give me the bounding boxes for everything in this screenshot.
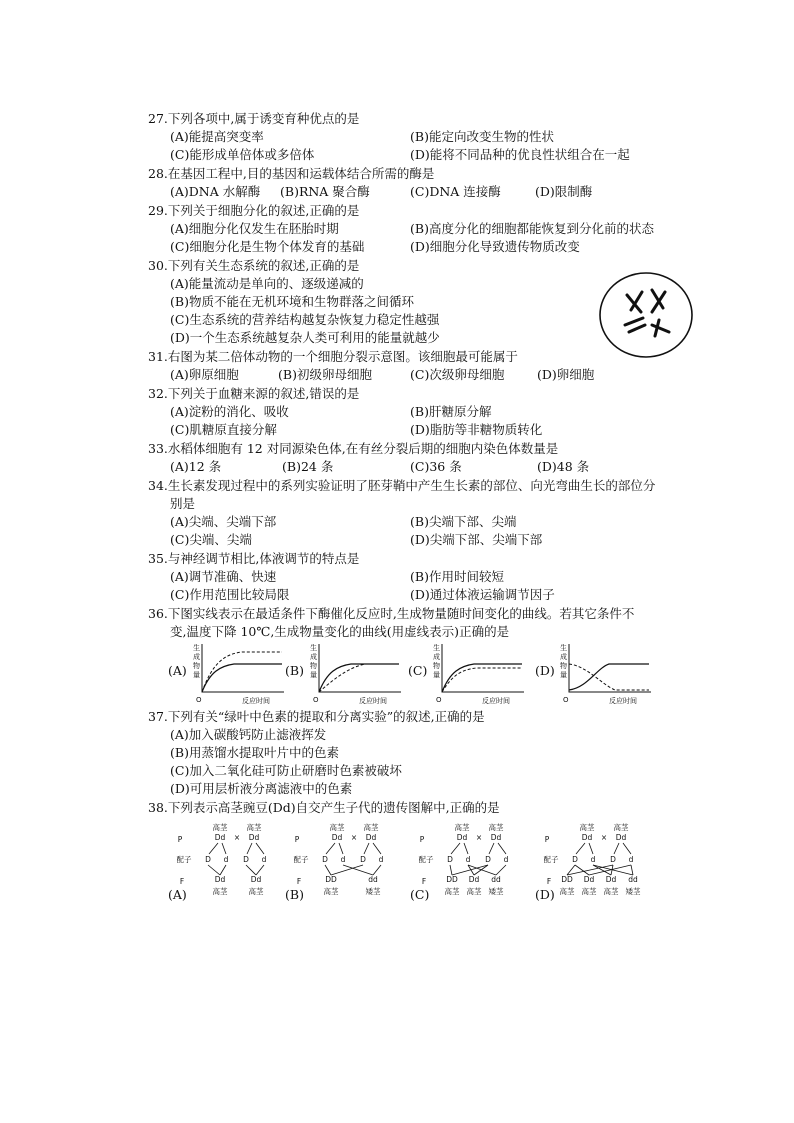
gamete-3: d [628, 855, 634, 864]
q36-option-c: (C) [408, 663, 428, 678]
dashed-curve [319, 664, 399, 692]
parent1-genotype: Dd [456, 833, 468, 842]
offspring-genotype-2: dd [491, 875, 501, 884]
cross-symbol: × [600, 833, 608, 842]
offspring-phenotype-0: 高茎 [559, 887, 575, 896]
q29-option-d: (D)细胞分化导致遗传物质改变 [410, 239, 580, 254]
question-36-stem: 36.下图实线表示在最适条件下酶催化反应时,生成物量随时间变化的曲线。若其它条件不 [148, 606, 635, 621]
q31-option-c: (C)次级卵母细胞 [410, 367, 505, 382]
gamete-0: D [205, 855, 211, 864]
origin-label: O [436, 696, 442, 704]
y-axis-label: 生成物量 [193, 644, 200, 679]
q31-option-a: (A)卵原细胞 [170, 367, 239, 382]
question-32-stem: 32.下列关于血糖来源的叙述,错误的是 [148, 386, 360, 401]
origin-label: O [313, 696, 319, 704]
q38-diagram-b [287, 818, 405, 902]
q37-option-b: (B)用蒸馏水提取叶片中的色素 [170, 745, 339, 760]
q38-option-b: (B) [285, 887, 304, 902]
parent1-genotype: Dd [331, 833, 343, 842]
q34-option-a: (A)尖端、尖端下部 [170, 514, 277, 529]
question-36-stem-cont: 变,温度下降 10℃,生成物量变化的曲线(用虚线表示)正确的是 [170, 624, 510, 639]
parent2-phenotype: 高茎 [613, 823, 629, 832]
offspring-genotype-1: Dd [583, 875, 595, 884]
parent1-phenotype: 高茎 [579, 823, 595, 832]
q30-option-c: (C)生态系统的营养结构越复杂恢复力稳定性越强 [170, 312, 440, 327]
p-label: P [544, 835, 550, 844]
q28-option-d: (D)限制酶 [535, 184, 593, 199]
q32-option-b: (B)肝糖原分解 [410, 404, 492, 419]
gamete-1: d [340, 855, 346, 864]
offspring-genotype-0: DD [561, 875, 573, 884]
offspring-phenotype-0: 高茎 [323, 887, 339, 896]
question-37-stem: 37.下列有关“绿叶中色素的提取和分离实验”的叙述,正确的是 [148, 709, 485, 724]
q37-option-a: (A)加入碳酸钙防止滤液挥发 [170, 727, 327, 742]
parent1-phenotype: 高茎 [212, 823, 228, 832]
q27-option-b: (B)能定向改变生物的性状 [410, 129, 554, 144]
q35-option-a: (A)调节准确、快速 [170, 569, 277, 584]
q34-option-c: (C)尖端、尖端 [170, 532, 252, 547]
solid-curve [319, 664, 399, 692]
question-29-stem: 29.下列关于细胞分化的叙述,正确的是 [148, 203, 360, 218]
y-axis-label: 生成物量 [310, 644, 317, 679]
question-38-stem: 38.下列表示高茎豌豆(Dd)自交产生子代的遗传图解中,正确的是 [148, 800, 500, 815]
q35-option-c: (C)作用范围比较局限 [170, 587, 290, 602]
parent1-genotype: Dd [581, 833, 593, 842]
question-34-stem: 34.生长素发现过程中的系列实验证明了胚芽鞘中产生生长素的部位、向光弯曲生长的部位分 [148, 478, 656, 493]
parent1-phenotype: 高茎 [329, 823, 345, 832]
q36-graph-a [190, 640, 286, 706]
q38-diagram-d [537, 818, 655, 902]
q37-option-c: (C)加入二氧化硅可防止研磨时色素被破坏 [170, 763, 402, 778]
gamete-1: d [223, 855, 229, 864]
offspring-genotype-0: Dd [214, 875, 226, 884]
x-axis-label: 反应时间 [242, 697, 270, 705]
parent2-genotype: Dd [615, 833, 627, 842]
gamete-3: d [503, 855, 509, 864]
q35-option-d: (D)通过体液运输调节因子 [410, 587, 555, 602]
q33-option-c: (C)36 条 [410, 459, 462, 474]
x-axis-label: 反应时间 [359, 697, 387, 705]
parent2-phenotype: 高茎 [488, 823, 504, 832]
gamete-2: D [485, 855, 491, 864]
q31-option-d: (D)卵细胞 [537, 367, 595, 382]
q38-diagram-a [170, 818, 288, 902]
y-axis-label: 生成物量 [433, 644, 440, 679]
q32-option-c: (C)肌糖原直接分解 [170, 422, 277, 437]
q28-option-c: (C)DNA 连接酶 [410, 184, 501, 199]
q33-option-b: (B)24 条 [282, 459, 334, 474]
gamete-label: 配子 [176, 855, 192, 864]
q27-option-d: (D)能将不同品种的优良性状组合在一起 [410, 147, 630, 162]
q28-option-a: (A)DNA 水解酶 [170, 184, 261, 199]
offspring-phenotype-0: 高茎 [212, 887, 228, 896]
q38-option-d: (D) [535, 887, 555, 902]
q34-option-b: (B)尖端下部、尖端 [410, 514, 517, 529]
gamete-1: d [590, 855, 596, 864]
offspring-genotype-1: dd [368, 875, 378, 884]
q36-graph-d [557, 640, 653, 706]
offspring-phenotype-1: 高茎 [248, 887, 264, 896]
question-27-stem: 27.下列各项中,属于诱变育种优点的是 [148, 111, 360, 126]
question-28-stem: 28.在基因工程中,目的基因和运载体结合所需的酶是 [148, 166, 435, 181]
q33-option-d: (D)48 条 [537, 459, 590, 474]
offspring-genotype-0: DD [446, 875, 458, 884]
axes [319, 644, 401, 692]
q30-option-b: (B)物质不能在无机环境和生物群落之间循环 [170, 294, 414, 309]
q29-option-a: (A)细胞分化仅发生在胚胎时期 [170, 221, 339, 236]
q32-option-d: (D)脂肪等非糖物质转化 [410, 422, 543, 437]
q38-diagram-c [412, 818, 530, 902]
x-axis-label: 反应时间 [609, 697, 637, 705]
f-label: F [296, 877, 302, 886]
cross-symbol: × [233, 833, 241, 842]
gamete-0: D [447, 855, 453, 864]
offspring-phenotype-0: 高茎 [444, 887, 460, 896]
cross-symbol: × [350, 833, 358, 842]
q28-option-b: (B)RNA 聚合酶 [280, 184, 370, 199]
f-label: F [546, 877, 552, 886]
x-axis-label: 反应时间 [482, 697, 510, 705]
q33-option-a: (A)12 条 [170, 459, 222, 474]
q31-option-b: (B)初级卵母细胞 [278, 367, 372, 382]
offspring-phenotype-1: 矮茎 [365, 887, 381, 896]
q36-option-a: (A) [168, 663, 187, 678]
gamete-2: D [243, 855, 249, 864]
q27-option-a: (A)能提高突变率 [170, 129, 264, 144]
cell-division-figure [597, 270, 695, 360]
offspring-phenotype-1: 高茎 [466, 887, 482, 896]
axes [569, 644, 651, 692]
offspring-phenotype-3: 矮茎 [625, 887, 641, 896]
offspring-genotype-0: DD [325, 875, 337, 884]
gamete-label: 配子 [543, 855, 559, 864]
offspring-phenotype-1: 高茎 [581, 887, 597, 896]
q36-graph-b [307, 640, 403, 706]
y-axis-label: 生成物量 [560, 644, 567, 679]
offspring-genotype-1: Dd [250, 875, 262, 884]
q36-option-d: (D) [535, 663, 555, 678]
gamete-2: D [360, 855, 366, 864]
question-31-stem: 31.右图为某二倍体动物的一个细胞分裂示意图。该细胞最可能属于 [148, 349, 518, 364]
parent2-genotype: Dd [490, 833, 502, 842]
origin-label: O [563, 696, 569, 704]
q30-option-a: (A)能量流动是单向的、逐级递减的 [170, 276, 364, 291]
q30-option-d: (D)一个生态系统越复杂人类可利用的能量就越少 [170, 330, 440, 345]
offspring-genotype-1: Dd [468, 875, 480, 884]
parent2-genotype: Dd [365, 833, 377, 842]
gamete-3: d [261, 855, 267, 864]
parent1-genotype: Dd [214, 833, 226, 842]
offspring-genotype-3: dd [628, 875, 638, 884]
q36-option-b: (B) [285, 663, 304, 678]
offspring-phenotype-2: 高茎 [603, 887, 619, 896]
q29-option-c: (C)细胞分化是生物个体发育的基础 [170, 239, 365, 254]
gamete-0: D [322, 855, 328, 864]
q38-option-a: (A) [168, 887, 187, 902]
question-33-stem: 33.水稻体细胞有 12 对同源染色体,在有丝分裂后期的细胞内染色体数量是 [148, 441, 559, 456]
gamete-label: 配子 [293, 855, 309, 864]
q35-option-b: (B)作用时间较短 [410, 569, 504, 584]
cross-symbol: × [475, 833, 483, 842]
parent2-genotype: Dd [248, 833, 260, 842]
parent1-phenotype: 高茎 [454, 823, 470, 832]
question-34-stem-cont: 别是 [170, 496, 196, 511]
gamete-2: D [610, 855, 616, 864]
q37-option-d: (D)可用层析液分离滤液中的色素 [170, 781, 353, 796]
question-35-stem: 35.与神经调节相比,体液调节的特点是 [148, 551, 360, 566]
parent2-phenotype: 高茎 [363, 823, 379, 832]
parent2-phenotype: 高茎 [246, 823, 262, 832]
dashed-curve [442, 668, 522, 692]
f-label: F [421, 877, 427, 886]
offspring-genotype-2: Dd [605, 875, 617, 884]
gamete-0: D [572, 855, 578, 864]
f-label: F [179, 877, 185, 886]
p-label: P [419, 835, 425, 844]
q38-option-c: (C) [410, 887, 430, 902]
p-label: P [177, 835, 183, 844]
gamete-3: d [378, 855, 384, 864]
q27-option-c: (C)能形成单倍体或多倍体 [170, 147, 315, 162]
origin-label: O [196, 696, 202, 704]
offspring-phenotype-2: 矮茎 [488, 887, 504, 896]
question-30-stem: 30.下列有关生态系统的叙述,正确的是 [148, 258, 360, 273]
q36-graph-c [430, 640, 526, 706]
p-label: P [294, 835, 300, 844]
q34-option-d: (D)尖端下部、尖端下部 [410, 532, 543, 547]
q29-option-b: (B)高度分化的细胞都能恢复到分化前的状态 [410, 221, 654, 236]
q32-option-a: (A)淀粉的消化、吸收 [170, 404, 289, 419]
gamete-label: 配子 [418, 855, 434, 864]
gamete-1: d [465, 855, 471, 864]
